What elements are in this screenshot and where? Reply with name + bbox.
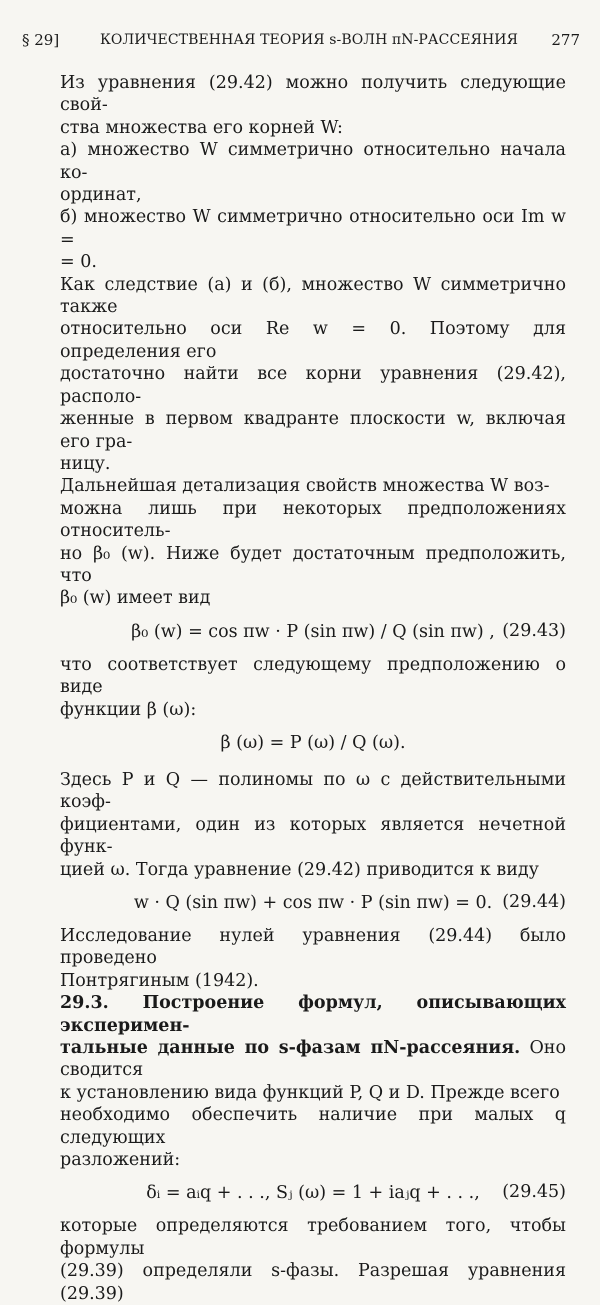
equation-body: β₀ (w) = cos πw · P (sin πw) / Q (sin πw) , bbox=[131, 621, 495, 642]
text-line: относительно оси Re w = 0. Поэтому для определения его bbox=[60, 319, 566, 362]
text-line: но β₀ (w). Ниже будет достаточным предположить, что bbox=[60, 543, 566, 586]
text-line: β₀ (w) имеет вид bbox=[60, 588, 211, 609]
page-number: 277 bbox=[551, 31, 580, 49]
subsection-heading: 29.3. Построение формул, описывающих эксперимен- bbox=[60, 993, 566, 1036]
text-line: а) множество W симметрично относительно начала ко- bbox=[60, 140, 566, 183]
subsection-heading-cont: тальные данные по s-фазам πN-рассеяния. bbox=[60, 1038, 521, 1059]
text-line: достаточно найти все корни уравнения (29.42), располо- bbox=[60, 364, 566, 407]
text-line: Как следствие (а) и (б), множество W симметрично также bbox=[60, 274, 566, 318]
equation-number: (29.43) bbox=[502, 620, 566, 641]
text-line: Из уравнения (29.42) можно получить следующие свой- bbox=[60, 73, 566, 116]
equation-number: (29.45) bbox=[502, 1182, 566, 1203]
text-line: ординат, bbox=[60, 185, 142, 206]
chapter-title: КОЛИЧЕСТВЕННАЯ ТЕОРИЯ s-ВОЛН πN-РАССЕЯНИЯ bbox=[100, 32, 519, 48]
text-line: Дальнейшая детализация свойств множества W воз- bbox=[60, 476, 550, 497]
text-line: ства множества его корней W: bbox=[60, 117, 343, 138]
equation-beta-omega bbox=[60, 721, 566, 765]
text-line: Исследование нулей уравнения (29.44) было проведено bbox=[60, 926, 566, 969]
text-line: цией ω. Тогда уравнение (29.42) приводится к виду bbox=[60, 859, 539, 880]
section-mark: § 29] bbox=[22, 31, 60, 49]
equation-29-43 bbox=[60, 610, 566, 654]
text-line: можна лишь при некоторых предположениях относитель- bbox=[60, 498, 566, 542]
text-line: необходимо обеспечить наличие при малых q следующих bbox=[60, 1105, 566, 1148]
text-line bbox=[60, 1037, 566, 1082]
text-line: которые определяются требованием того, чтобы формулы bbox=[60, 1216, 566, 1259]
text-line: разложений: bbox=[60, 1150, 181, 1171]
equation-29-45 bbox=[60, 1171, 566, 1215]
equation-29-44 bbox=[60, 881, 566, 925]
text-line: женные в первом квадранте плоскости w, включая его гра- bbox=[60, 409, 566, 452]
page-body bbox=[60, 72, 566, 1305]
text-fragment: Оно сводится bbox=[60, 1038, 567, 1081]
equation-number: (29.44) bbox=[502, 892, 566, 912]
text-line: Здесь P и Q — полиномы по ω с действительными коэф- bbox=[60, 769, 566, 813]
equation-body: δᵢ = aᵢq + . . ., Sⱼ (ω) = 1 + iaⱼq + . . ., bbox=[146, 1183, 480, 1204]
text-line: к установлению вида функций P, Q и D. Прежде всего bbox=[60, 1082, 560, 1103]
equation-body: w · Q (sin πw) + cos πw · P (sin πw) = 0. bbox=[133, 892, 493, 913]
text-line: Понтрягиным (1942). bbox=[60, 970, 259, 991]
text-line: ницу. bbox=[60, 453, 111, 474]
text-line: что соответствует следующему предположению о виде bbox=[60, 654, 566, 698]
text-line: (29.39) определяли s-фазы. Разрешая уравнения (29.39) bbox=[60, 1261, 566, 1304]
text-line: б) множество W симметрично относительно оси Im w = bbox=[60, 207, 566, 250]
equation-body: β (ω) = P (ω) / Q (ω). bbox=[220, 732, 406, 753]
text-line: = 0. bbox=[60, 252, 97, 273]
text-line: фициентами, один из которых является нечетной функ- bbox=[60, 814, 566, 858]
text-line: функции β (ω): bbox=[60, 699, 197, 720]
